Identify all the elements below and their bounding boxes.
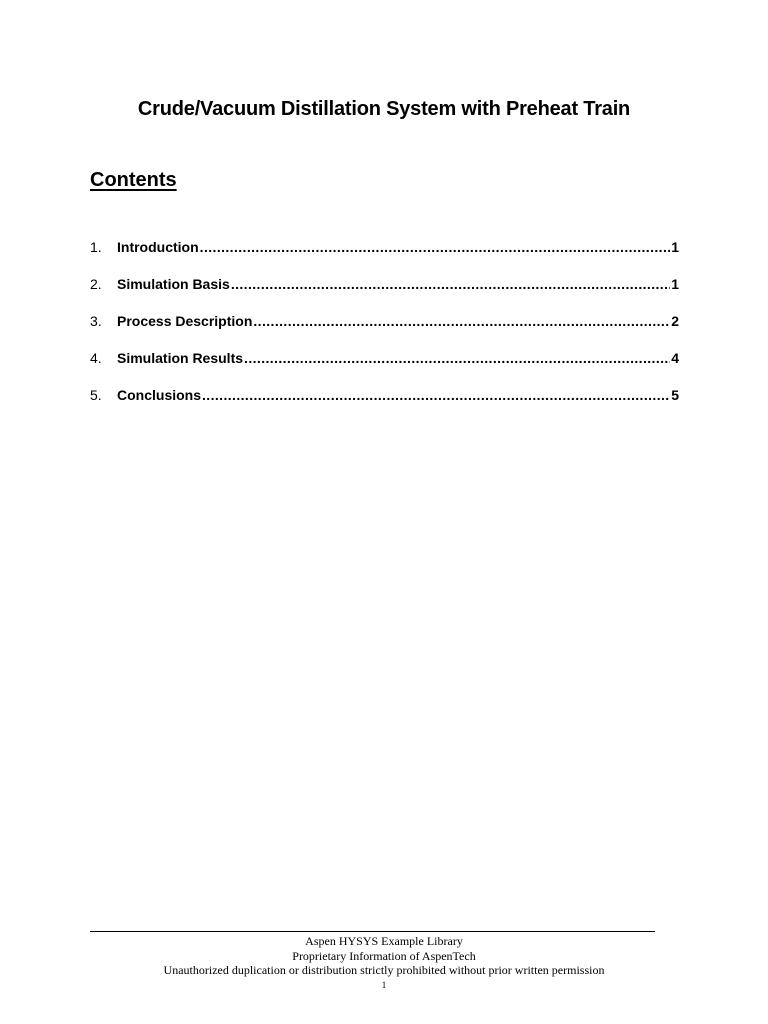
toc-entry-page: 5 (671, 387, 679, 403)
toc-entry-conclusions[interactable] (90, 387, 679, 424)
toc-entry-number: 1. (90, 239, 102, 255)
toc-entry-process-description[interactable] (90, 313, 679, 350)
toc-dot-leader (244, 350, 670, 366)
footer-copyright-line: Unauthorized duplication or distribution strictly prohibited without prior written permission (163, 963, 605, 977)
toc-entry-page: 4 (671, 350, 679, 366)
toc-entry-page: 1 (671, 276, 679, 292)
toc-entry-label: Process Description (117, 313, 253, 329)
toc-dot-leader (200, 239, 671, 255)
toc-entry-page: 2 (671, 313, 679, 329)
table-of-contents (90, 239, 679, 424)
toc-entry-number: 3. (90, 313, 102, 329)
toc-entry-number: 4. (90, 350, 102, 366)
toc-entry-label: Conclusions (117, 387, 202, 403)
toc-entry-page: 1 (671, 239, 679, 255)
toc-entry-simulation-results[interactable] (90, 350, 679, 387)
toc-entry-simulation-basis[interactable] (90, 276, 679, 313)
toc-entry-number: 2. (90, 276, 102, 292)
toc-entry-number: 5. (90, 387, 102, 403)
footer-library-line: Aspen HYSYS Example Library (305, 934, 463, 948)
footer-page-number: 1 (381, 979, 387, 990)
page-footer (0, 934, 768, 992)
toc-dot-leader (253, 313, 670, 329)
toc-dot-leader (231, 276, 670, 292)
toc-entry-label: Simulation Results (117, 350, 244, 366)
toc-dot-leader (202, 387, 670, 403)
document-title: Crude/Vacuum Distillation System with Preheat Train (137, 98, 631, 120)
toc-entry-label: Introduction (117, 239, 199, 255)
footer-divider (90, 931, 655, 932)
footer-proprietary-line: Proprietary Information of AspenTech (292, 948, 476, 963)
toc-entry-label: Simulation Basis (117, 276, 230, 292)
contents-heading: Contents (90, 169, 177, 191)
toc-entry-introduction[interactable] (90, 239, 679, 276)
